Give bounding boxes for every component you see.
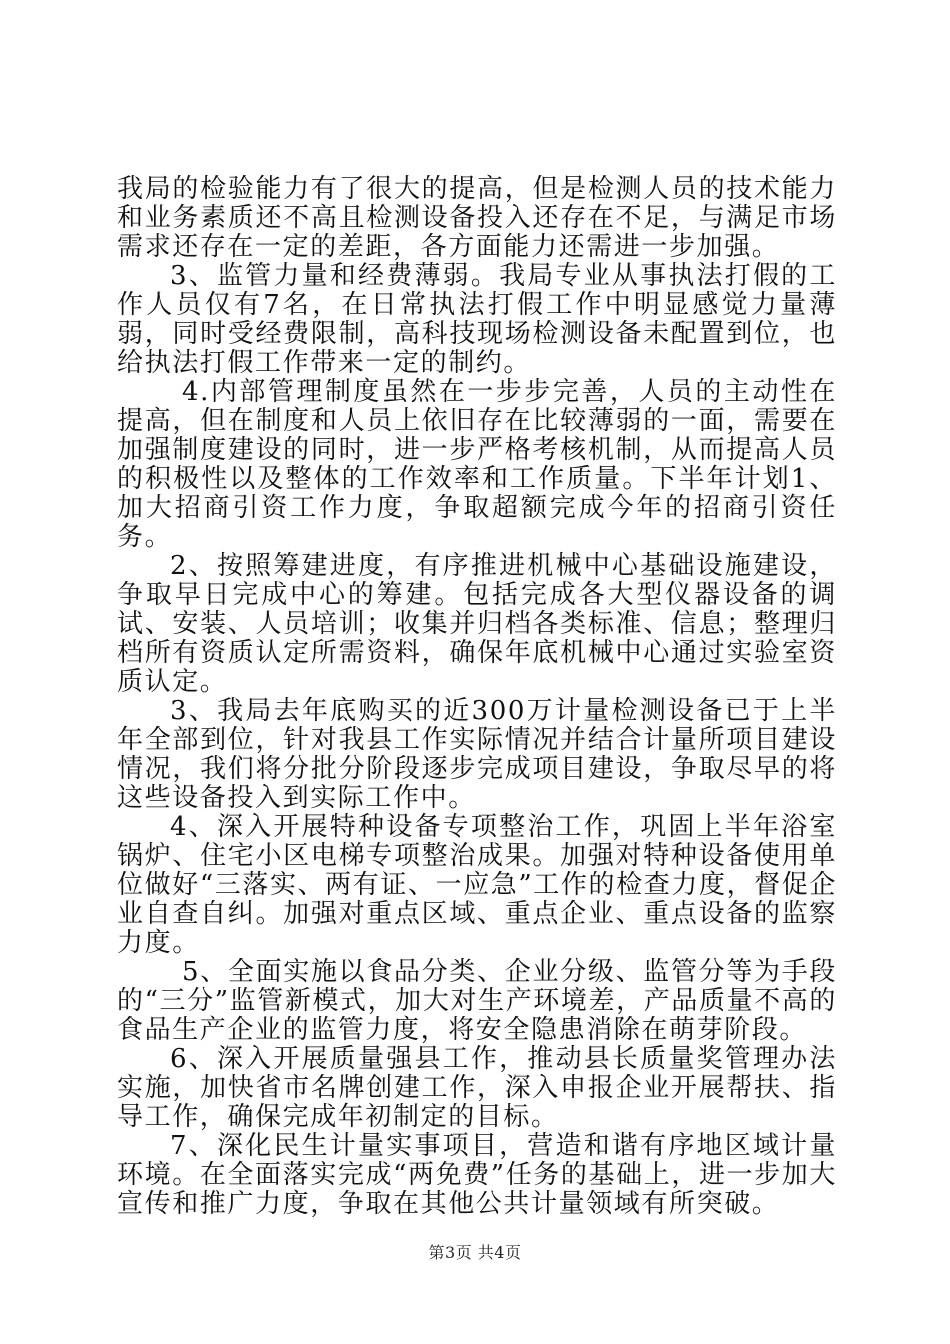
paragraph-1: 我局的检验能力有了很大的提高，但是检测人员的技术能力和业务素质还不高且检测设备投入还存在不足，与满足市场需求还存在一定的差距，各方面能力还需进一步加强。 bbox=[117, 174, 837, 262]
paragraph-7: 5、全面实施以食品分类、企业分级、监管分等为手段的“三分”监管新模式，加大对生产环境差，产品质量不高的食品生产企业的监管力度，将安全隐患消除在萌芽阶段。 bbox=[117, 957, 837, 1045]
document-body bbox=[117, 175, 837, 1219]
page-number-footer: 第3页 共4页 bbox=[428, 1243, 522, 1262]
paragraph-2: 3、监管力量和经费薄弱。我局专业从事执法打假的工作人员仅有7名，在日常执法打假工作中明显感觉力量薄弱，同时受经费限制，高科技现场检测设备未配置到位，也给执法打假工作带来一定的制约。 bbox=[117, 261, 837, 378]
paragraph-3: 4.内部管理制度虽然在一步步完善，人员的主动性在提高，但在制度和人员上依旧存在比较薄弱的一面，需要在加强制度建设的同时，进一步严格考核机制，从而提高人员的积极性以及整体的工作效率和工作质量。下半年计划1、加大招商引资工作力度，争取超额完成今年的招商引资任务。 bbox=[117, 377, 837, 552]
paragraph-6: 4、深入开展特种设备专项整治工作，巩固上半年浴室锅炉、住宅小区电梯专项整治成果。加强对特种设备使用单位做好“三落实、两有证、一应急”工作的检查力度，督促企业自查自纠。加强对重点区域、重点企业、重点设备的监察力度。 bbox=[117, 812, 837, 958]
paragraph-9: 7、深化民生计量实事项目，营造和谐有序地区域计量环境。在全面落实完成“两免费”任务的基础上，进一步加大宣传和推广力度，争取在其他公共计量领域有所突破。 bbox=[117, 1131, 837, 1219]
paragraph-4: 2、按照筹建进度，有序推进机械中心基础设施建设，争取早日完成中心的筹建。包括完成各大型仪器设备的调试、安装、人员培训；收集并归档各类标准、信息；整理归档所有资质认定所需资料，确保年底机械中心通过实验室资质认定。 bbox=[117, 551, 837, 697]
paragraph-8: 6、深入开展质量强县工作，推动县长质量奖管理办法实施，加快省市名牌创建工作，深入申报企业开展帮扶、指导工作，确保完成年初制定的目标。 bbox=[117, 1044, 837, 1132]
paragraph-5: 3、我局去年底购买的近300万计量检测设备已于上半年全部到位，针对我县工作实际情况并结合计量所项目建设情况，我们将分批分阶段逐步完成项目建设，争取尽早的将这些设备投入到实际工作中。 bbox=[117, 696, 837, 813]
